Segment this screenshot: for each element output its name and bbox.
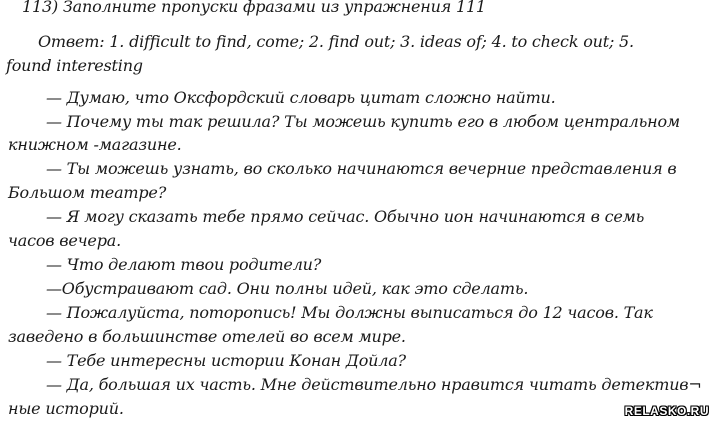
dialogue-line: — Почему ты так решила? Ты можешь купить его в любом центральном — [46, 112, 680, 131]
dialogue-line: — Пожалуйста, поторопись! Мы должны выписаться до 12 часов. Так — [46, 303, 653, 322]
site-watermark: RELASKO.RU — [624, 404, 709, 418]
dialogue-line-continued: часов вечера. — [8, 231, 121, 250]
dialogue-line-continued: ные историй. — [8, 399, 124, 418]
dialogue-line: — Думаю, что Оксфордский словарь цитат сложно найти. — [46, 88, 556, 107]
dialogue-line: — Что делают твои родители? — [46, 255, 322, 274]
dialogue-line: — Тебе интересны истории Конан Дойла? — [46, 351, 406, 370]
dialogue-line-continued: книжном -магазине. — [8, 135, 182, 154]
dialogue-line: — Да, большая их часть. Мне действительно нравится читать детектив¬ — [46, 375, 702, 394]
dialogue-line-continued: заведено в большинстве отелей во всем мире. — [8, 327, 406, 346]
exercise-heading: 113) Заполните пропуски фразами из упражнения 111 — [22, 0, 486, 16]
answer-line: Ответ: 1. difficult to find, come; 2. find out; 3. ideas of; 4. to check out; 5. — [38, 32, 634, 51]
dialogue-line: —Обустраивают сад. Они полны идей, как это сделать. — [46, 279, 529, 298]
answer-line-continued: found interesting — [6, 56, 143, 75]
dialogue-line: — Я могу сказать тебе прямо сейчас. Обычно ион начинаются в семь — [46, 207, 645, 226]
dialogue-line: — Ты можешь узнать, во сколько начинаются вечерние представления в — [46, 159, 677, 178]
dialogue-line-continued: Большом театре? — [8, 183, 167, 202]
